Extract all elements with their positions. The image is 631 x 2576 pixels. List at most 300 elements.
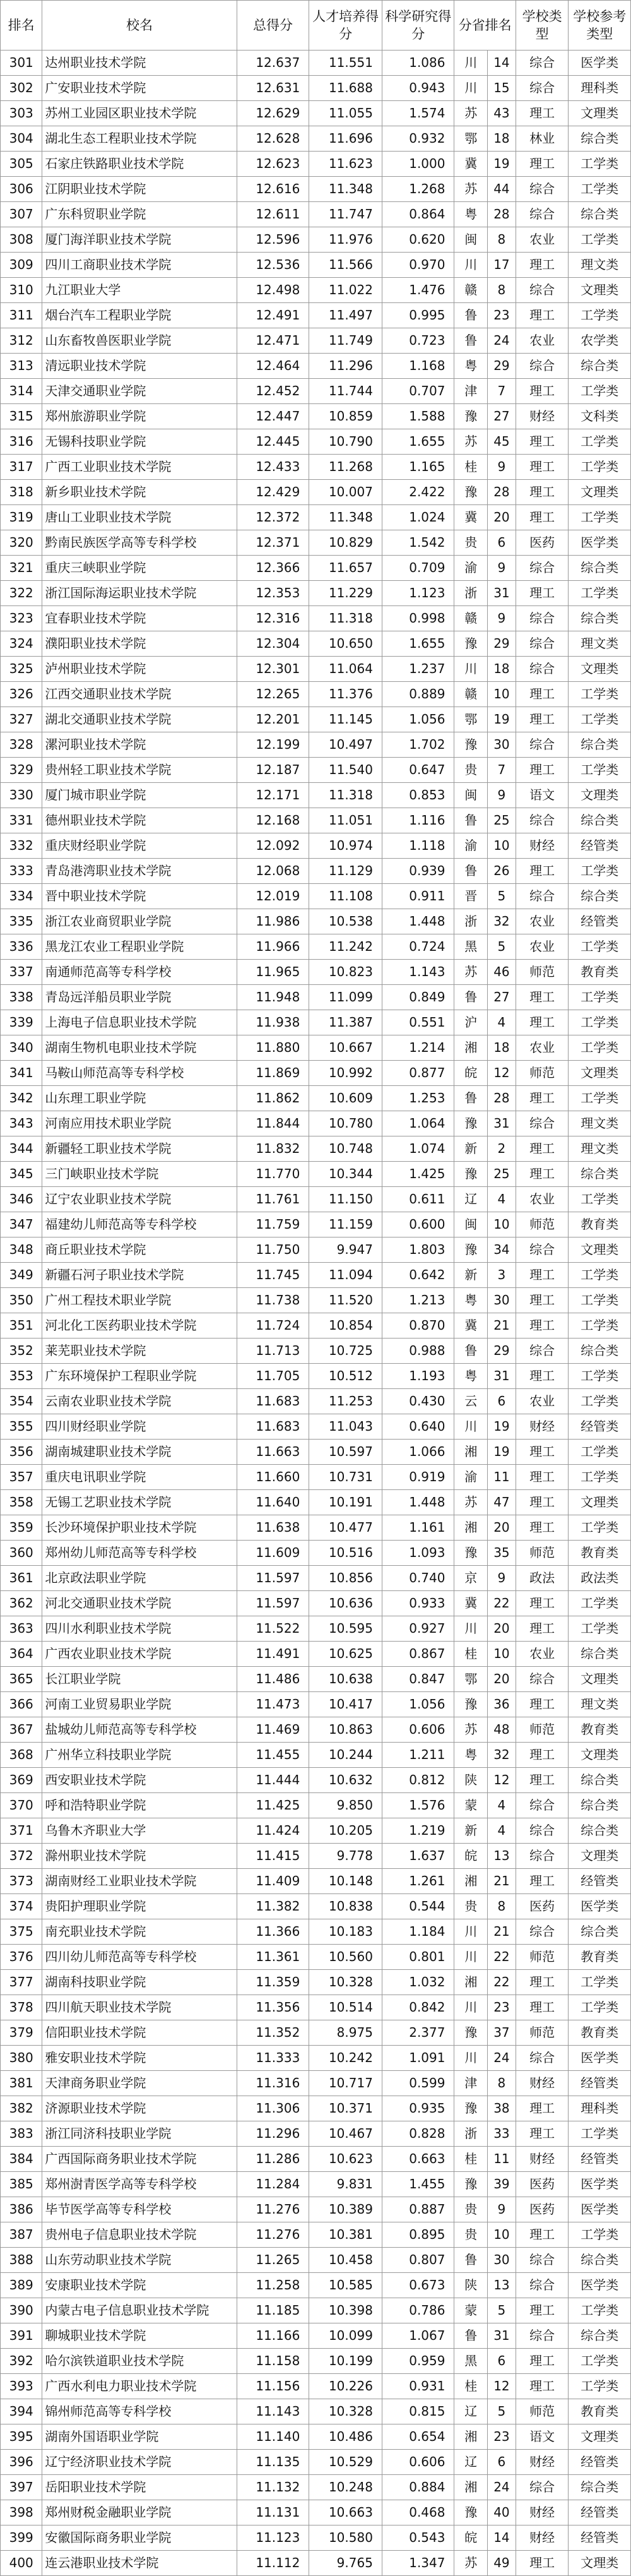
reference-type-cell: 理文类 xyxy=(569,1692,631,1717)
rank-cell: 329 xyxy=(1,758,42,783)
research-score-cell: 0.599 xyxy=(382,2071,454,2096)
rank-cell: 370 xyxy=(1,1793,42,1818)
province-rank-cell: 6 xyxy=(487,1389,516,1414)
reference-type-cell: 文理类 xyxy=(569,101,631,126)
reference-type-cell: 医学类 xyxy=(569,2197,631,2222)
reference-type-cell: 综合类 xyxy=(569,2323,631,2349)
province-rank-cell: 8 xyxy=(487,1894,516,1919)
talent-score-cell: 10.328 xyxy=(309,1970,382,1995)
table-row xyxy=(1,2399,631,2424)
school-name-cell: 长江职业学院 xyxy=(42,1667,237,1692)
total-score-cell: 11.135 xyxy=(237,2450,309,2475)
school-name-cell: 宜春职业技术学院 xyxy=(42,606,237,631)
talent-score-cell: 10.516 xyxy=(309,1541,382,1566)
research-score-cell: 0.815 xyxy=(382,2399,454,2424)
school-type-cell: 理工 xyxy=(516,505,569,530)
reference-type-cell: 工学类 xyxy=(569,2349,631,2374)
province-cell: 豫 xyxy=(454,2500,487,2525)
school-name-cell: 湖南外国语职业学院 xyxy=(42,2424,237,2450)
reference-type-cell: 医学类 xyxy=(569,2273,631,2298)
rank-cell: 352 xyxy=(1,1339,42,1364)
talent-score-cell: 10.398 xyxy=(309,2298,382,2323)
province-rank-cell: 14 xyxy=(487,2525,516,2551)
school-type-cell: 理工 xyxy=(516,379,569,404)
rank-cell: 385 xyxy=(1,2172,42,2197)
talent-score-cell: 11.268 xyxy=(309,455,382,480)
table-row xyxy=(1,278,631,303)
school-name-cell: 重庆财经职业学院 xyxy=(42,833,237,859)
province-cell: 京 xyxy=(454,1566,487,1591)
rank-cell: 395 xyxy=(1,2424,42,2450)
research-score-cell: 0.430 xyxy=(382,1389,454,1414)
talent-score-cell: 10.467 xyxy=(309,2121,382,2147)
research-score-cell: 1.347 xyxy=(382,2551,454,2576)
school-name-cell: 青岛远洋船员职业学院 xyxy=(42,985,237,1010)
school-name-cell: 云南农业职业技术学院 xyxy=(42,1389,237,1414)
reference-type-cell: 政法类 xyxy=(569,1566,631,1591)
talent-score-cell: 11.376 xyxy=(309,682,382,707)
reference-type-cell: 综合类 xyxy=(569,202,631,227)
research-score-cell: 1.086 xyxy=(382,51,454,76)
province-rank-cell: 28 xyxy=(487,480,516,505)
total-score-cell: 12.265 xyxy=(237,682,309,707)
province-rank-cell: 31 xyxy=(487,581,516,606)
reference-type-cell: 医学类 xyxy=(569,2172,631,2197)
reference-type-cell: 文理类 xyxy=(569,1237,631,1263)
school-type-cell: 综合 xyxy=(516,2323,569,2349)
rank-cell: 304 xyxy=(1,126,42,152)
total-score-cell: 11.683 xyxy=(237,1389,309,1414)
talent-score-cell: 10.344 xyxy=(309,1162,382,1187)
research-score-cell: 0.933 xyxy=(382,1591,454,1616)
province-rank-cell: 4 xyxy=(487,1793,516,1818)
province-rank-cell: 4 xyxy=(487,1187,516,1212)
table-row xyxy=(1,1490,631,1515)
talent-score-cell: 10.636 xyxy=(309,1591,382,1616)
school-type-cell: 综合 xyxy=(516,278,569,303)
province-rank-cell: 31 xyxy=(487,2323,516,2349)
province-cell: 豫 xyxy=(454,631,487,657)
table-body xyxy=(1,51,631,2576)
rank-cell: 369 xyxy=(1,1768,42,1793)
table-row xyxy=(1,1919,631,1945)
province-rank-cell: 4 xyxy=(487,1010,516,1035)
table-row xyxy=(1,2197,631,2222)
school-name-cell: 浙江同济科技职业学院 xyxy=(42,2121,237,2147)
total-score-cell: 11.356 xyxy=(237,1995,309,2020)
province-cell: 津 xyxy=(454,2071,487,2096)
research-score-cell: 1.168 xyxy=(382,354,454,379)
school-type-cell: 农业 xyxy=(516,227,569,253)
province-rank-cell: 25 xyxy=(487,1162,516,1187)
province-rank-cell: 43 xyxy=(487,101,516,126)
research-score-cell: 0.709 xyxy=(382,556,454,581)
talent-score-cell: 10.623 xyxy=(309,2147,382,2172)
province-cell: 湘 xyxy=(454,1970,487,1995)
school-name-cell: 盐城幼儿师范高等专科学校 xyxy=(42,1717,237,1743)
province-cell: 粤 xyxy=(454,1743,487,1768)
table-row xyxy=(1,328,631,354)
province-cell: 皖 xyxy=(454,1844,487,1869)
province-cell: 豫 xyxy=(454,480,487,505)
total-score-cell: 12.199 xyxy=(237,732,309,758)
school-name-cell: 连云港职业技术学院 xyxy=(42,2551,237,2576)
total-score-cell: 11.265 xyxy=(237,2248,309,2273)
province-rank-cell: 28 xyxy=(487,1086,516,1111)
school-type-cell: 理工 xyxy=(516,101,569,126)
total-score-cell: 11.166 xyxy=(237,2323,309,2349)
school-name-cell: 湖北交通职业技术学院 xyxy=(42,707,237,732)
school-type-cell: 理工 xyxy=(516,1768,569,1793)
research-score-cell: 1.655 xyxy=(382,429,454,455)
province-cell: 鲁 xyxy=(454,2248,487,2273)
province-rank-cell: 23 xyxy=(487,303,516,328)
talent-score-cell: 11.051 xyxy=(309,808,382,833)
research-score-cell: 0.842 xyxy=(382,1995,454,2020)
research-score-cell: 1.056 xyxy=(382,1692,454,1717)
province-rank-cell: 4 xyxy=(487,1818,516,1844)
province-cell: 闽 xyxy=(454,227,487,253)
research-score-cell: 0.895 xyxy=(382,2222,454,2248)
province-cell: 川 xyxy=(454,1945,487,1970)
talent-score-cell: 11.318 xyxy=(309,606,382,631)
table-row xyxy=(1,2424,631,2450)
province-cell: 新 xyxy=(454,1136,487,1162)
school-type-cell: 综合 xyxy=(516,2046,569,2071)
rank-cell: 387 xyxy=(1,2222,42,2248)
talent-score-cell: 10.823 xyxy=(309,960,382,985)
research-score-cell: 1.448 xyxy=(382,1490,454,1515)
talent-score-cell: 10.725 xyxy=(309,1339,382,1364)
school-name-cell: 烟台汽车工程职业学院 xyxy=(42,303,237,328)
province-rank-cell: 23 xyxy=(487,2424,516,2450)
talent-score-cell: 10.560 xyxy=(309,1945,382,1970)
total-score-cell: 11.112 xyxy=(237,2551,309,2576)
rank-cell: 386 xyxy=(1,2197,42,2222)
province-cell: 冀 xyxy=(454,152,487,177)
reference-type-cell: 工学类 xyxy=(569,1086,631,1111)
reference-type-cell: 综合类 xyxy=(569,556,631,581)
table-row xyxy=(1,455,631,480)
table-row xyxy=(1,2298,631,2323)
table-row xyxy=(1,2500,631,2525)
province-rank-cell: 11 xyxy=(487,1465,516,1490)
province-cell: 渝 xyxy=(454,556,487,581)
research-score-cell: 0.931 xyxy=(382,2374,454,2399)
rank-cell: 347 xyxy=(1,1212,42,1237)
reference-type-cell: 文理类 xyxy=(569,1061,631,1086)
province-cell: 浙 xyxy=(454,909,487,934)
total-score-cell: 12.371 xyxy=(237,530,309,556)
school-type-cell: 综合 xyxy=(516,732,569,758)
research-score-cell: 2.377 xyxy=(382,2020,454,2046)
total-score-cell: 11.455 xyxy=(237,1743,309,1768)
school-name-cell: 广西工业职业技术学院 xyxy=(42,455,237,480)
table-row xyxy=(1,2450,631,2475)
total-score-cell: 12.637 xyxy=(237,51,309,76)
talent-score-cell: 11.150 xyxy=(309,1187,382,1212)
table-row xyxy=(1,2248,631,2273)
reference-type-cell: 工学类 xyxy=(569,758,631,783)
total-score-cell: 12.168 xyxy=(237,808,309,833)
province-cell: 晋 xyxy=(454,884,487,909)
rank-cell: 322 xyxy=(1,581,42,606)
research-score-cell: 1.803 xyxy=(382,1237,454,1263)
reference-type-cell: 经管类 xyxy=(569,2450,631,2475)
school-type-cell: 综合 xyxy=(516,2248,569,2273)
total-score-cell: 11.491 xyxy=(237,1642,309,1667)
total-score-cell: 11.132 xyxy=(237,2475,309,2500)
research-score-cell: 1.116 xyxy=(382,808,454,833)
talent-score-cell: 11.657 xyxy=(309,556,382,581)
reference-type-cell: 理文类 xyxy=(569,1111,631,1136)
school-type-cell: 师范 xyxy=(516,1212,569,1237)
reference-type-cell: 经管类 xyxy=(569,2147,631,2172)
reference-type-cell: 工学类 xyxy=(569,1364,631,1389)
rank-cell: 350 xyxy=(1,1288,42,1313)
talent-score-cell: 10.538 xyxy=(309,909,382,934)
province-cell: 粤 xyxy=(454,1288,487,1313)
total-score-cell: 11.382 xyxy=(237,1894,309,1919)
school-name-cell: 南充职业技术学院 xyxy=(42,1919,237,1945)
table-row xyxy=(1,581,631,606)
province-cell: 豫 xyxy=(454,1111,487,1136)
school-name-cell: 四川水利职业技术学院 xyxy=(42,1616,237,1642)
school-name-cell: 山东劳动职业技术学院 xyxy=(42,2248,237,2273)
province-cell: 粤 xyxy=(454,202,487,227)
school-type-cell: 理工 xyxy=(516,1692,569,1717)
province-rank-cell: 30 xyxy=(487,1288,516,1313)
talent-score-cell: 10.731 xyxy=(309,1465,382,1490)
research-score-cell: 0.870 xyxy=(382,1313,454,1339)
reference-type-cell: 工学类 xyxy=(569,1035,631,1061)
school-name-cell: 哈尔滨铁道职业技术学院 xyxy=(42,2349,237,2374)
research-score-cell: 0.723 xyxy=(382,328,454,354)
research-score-cell: 0.544 xyxy=(382,1894,454,1919)
rank-cell: 367 xyxy=(1,1717,42,1743)
school-name-cell: 石家庄铁路职业技术学院 xyxy=(42,152,237,177)
reference-type-cell: 综合类 xyxy=(569,1793,631,1818)
school-name-cell: 马鞍山师范高等专科学校 xyxy=(42,1061,237,1086)
talent-score-cell: 11.296 xyxy=(309,354,382,379)
research-score-cell: 0.932 xyxy=(382,126,454,152)
total-score-cell: 11.424 xyxy=(237,1818,309,1844)
table-row xyxy=(1,1086,631,1111)
talent-score-cell: 10.838 xyxy=(309,1894,382,1919)
total-score-cell: 12.629 xyxy=(237,101,309,126)
rank-cell: 397 xyxy=(1,2475,42,2500)
province-rank-cell: 19 xyxy=(487,1440,516,1465)
school-name-cell: 聊城职业技术学院 xyxy=(42,2323,237,2349)
reference-type-cell: 综合类 xyxy=(569,2475,631,2500)
research-score-cell: 0.927 xyxy=(382,1616,454,1642)
school-name-cell: 湖北生态工程职业技术学院 xyxy=(42,126,237,152)
school-name-cell: 安康职业技术学院 xyxy=(42,2273,237,2298)
rank-cell: 351 xyxy=(1,1313,42,1339)
table-row xyxy=(1,1566,631,1591)
school-type-cell: 综合 xyxy=(516,1793,569,1818)
province-rank-cell: 44 xyxy=(487,177,516,202)
table-row xyxy=(1,1591,631,1616)
province-cell: 闽 xyxy=(454,1212,487,1237)
school-name-cell: 湖南财经工业职业技术学院 xyxy=(42,1869,237,1894)
school-name-cell: 贵阳护理职业学院 xyxy=(42,1894,237,1919)
province-cell: 桂 xyxy=(454,2147,487,2172)
school-type-cell: 理工 xyxy=(516,682,569,707)
reference-type-cell: 理科类 xyxy=(569,76,631,101)
reference-type-cell: 工学类 xyxy=(569,379,631,404)
school-name-cell: 北京政法职业学院 xyxy=(42,1566,237,1591)
rank-cell: 303 xyxy=(1,101,42,126)
total-score-cell: 12.429 xyxy=(237,480,309,505)
research-score-cell: 0.740 xyxy=(382,1566,454,1591)
research-score-cell: 1.588 xyxy=(382,404,454,429)
talent-score-cell: 11.348 xyxy=(309,177,382,202)
province-rank-cell: 13 xyxy=(487,1844,516,1869)
header-school: 校名 xyxy=(42,1,237,51)
reference-type-cell: 文理类 xyxy=(569,1844,631,1869)
table-row xyxy=(1,303,631,328)
reference-type-cell: 综合类 xyxy=(569,354,631,379)
reference-type-cell: 工学类 xyxy=(569,1263,631,1288)
research-score-cell: 1.637 xyxy=(382,1844,454,1869)
talent-score-cell: 11.747 xyxy=(309,202,382,227)
table-row xyxy=(1,556,631,581)
total-score-cell: 11.158 xyxy=(237,2349,309,2374)
talent-score-cell: 10.856 xyxy=(309,1566,382,1591)
reference-type-cell: 经管类 xyxy=(569,1414,631,1440)
rank-cell: 348 xyxy=(1,1237,42,1263)
talent-score-cell: 11.022 xyxy=(309,278,382,303)
research-score-cell: 1.237 xyxy=(382,657,454,682)
table-row xyxy=(1,657,631,682)
province-cell: 苏 xyxy=(454,177,487,202)
school-type-cell: 综合 xyxy=(516,606,569,631)
rank-cell: 318 xyxy=(1,480,42,505)
research-score-cell: 0.807 xyxy=(382,2248,454,2273)
school-name-cell: 四川财经职业学院 xyxy=(42,1414,237,1440)
reference-type-cell: 工学类 xyxy=(569,2298,631,2323)
province-cell: 桂 xyxy=(454,2374,487,2399)
talent-score-cell: 10.859 xyxy=(309,404,382,429)
school-type-cell: 综合 xyxy=(516,556,569,581)
table-row xyxy=(1,985,631,1010)
talent-score-cell: 11.253 xyxy=(309,1389,382,1414)
research-score-cell: 1.214 xyxy=(382,1035,454,1061)
table-row xyxy=(1,884,631,909)
table-row xyxy=(1,404,631,429)
province-cell: 黑 xyxy=(454,934,487,960)
talent-score-cell: 10.458 xyxy=(309,2248,382,2273)
school-type-cell: 财经 xyxy=(516,2525,569,2551)
province-cell: 贵 xyxy=(454,758,487,783)
talent-score-cell: 9.765 xyxy=(309,2551,382,2576)
research-score-cell: 0.889 xyxy=(382,682,454,707)
reference-type-cell: 教育类 xyxy=(569,1945,631,1970)
table-row xyxy=(1,1642,631,1667)
research-score-cell: 1.143 xyxy=(382,960,454,985)
province-rank-cell: 34 xyxy=(487,1237,516,1263)
school-type-cell: 理工 xyxy=(516,1136,569,1162)
reference-type-cell: 工学类 xyxy=(569,152,631,177)
province-rank-cell: 22 xyxy=(487,1970,516,1995)
reference-type-cell: 工学类 xyxy=(569,177,631,202)
research-score-cell: 1.118 xyxy=(382,833,454,859)
school-name-cell: 濮阳职业技术学院 xyxy=(42,631,237,657)
research-score-cell: 0.673 xyxy=(382,2273,454,2298)
school-name-cell: 湖南生物机电职业技术学院 xyxy=(42,1035,237,1061)
talent-score-cell: 10.183 xyxy=(309,1919,382,1945)
total-score-cell: 11.724 xyxy=(237,1313,309,1339)
rank-cell: 373 xyxy=(1,1869,42,1894)
talent-score-cell: 11.551 xyxy=(309,51,382,76)
research-score-cell: 0.970 xyxy=(382,253,454,278)
reference-type-cell: 教育类 xyxy=(569,960,631,985)
table-row xyxy=(1,808,631,833)
province-cell: 粤 xyxy=(454,1364,487,1389)
province-rank-cell: 36 xyxy=(487,1692,516,1717)
school-name-cell: 河北化工医药职业技术学院 xyxy=(42,1313,237,1339)
research-score-cell: 1.093 xyxy=(382,1541,454,1566)
talent-score-cell: 10.328 xyxy=(309,2399,382,2424)
total-score-cell: 11.759 xyxy=(237,1212,309,1237)
school-name-cell: 晋中职业技术学院 xyxy=(42,884,237,909)
total-score-cell: 11.333 xyxy=(237,2046,309,2071)
province-rank-cell: 5 xyxy=(487,2399,516,2424)
school-name-cell: 广州工程技术职业学院 xyxy=(42,1288,237,1313)
rank-cell: 383 xyxy=(1,2121,42,2147)
total-score-cell: 11.469 xyxy=(237,1717,309,1743)
rank-cell: 380 xyxy=(1,2046,42,2071)
table-row xyxy=(1,530,631,556)
school-type-cell: 医药 xyxy=(516,1894,569,1919)
school-name-cell: 唐山工业职业技术学院 xyxy=(42,505,237,530)
total-score-cell: 11.761 xyxy=(237,1187,309,1212)
table-row xyxy=(1,480,631,505)
reference-type-cell: 教育类 xyxy=(569,2399,631,2424)
rank-cell: 353 xyxy=(1,1364,42,1389)
total-score-cell: 11.316 xyxy=(237,2071,309,2096)
province-rank-cell: 28 xyxy=(487,202,516,227)
research-score-cell: 1.476 xyxy=(382,278,454,303)
talent-score-cell: 9.947 xyxy=(309,1237,382,1263)
research-score-cell: 0.867 xyxy=(382,1642,454,1667)
talent-score-cell: 11.497 xyxy=(309,303,382,328)
province-cell: 贵 xyxy=(454,1894,487,1919)
reference-type-cell: 医学类 xyxy=(569,1894,631,1919)
school-type-cell: 理工 xyxy=(516,1162,569,1187)
province-rank-cell: 20 xyxy=(487,505,516,530)
school-type-cell: 农业 xyxy=(516,909,569,934)
total-score-cell: 11.415 xyxy=(237,1844,309,1869)
header-reference-type: 学校参考类型 xyxy=(569,1,631,51)
school-type-cell: 理工 xyxy=(516,1313,569,1339)
reference-type-cell: 医学类 xyxy=(569,51,631,76)
school-name-cell: 广西农业职业技术学院 xyxy=(42,1642,237,1667)
table-row xyxy=(1,1768,631,1793)
school-type-cell: 理工 xyxy=(516,152,569,177)
talent-score-cell: 10.497 xyxy=(309,732,382,758)
school-type-cell: 理工 xyxy=(516,1086,569,1111)
school-type-cell: 理工 xyxy=(516,2374,569,2399)
rank-cell: 333 xyxy=(1,859,42,884)
total-score-cell: 11.276 xyxy=(237,2222,309,2248)
talent-score-cell: 10.638 xyxy=(309,1667,382,1692)
research-score-cell: 0.959 xyxy=(382,2349,454,2374)
table-row xyxy=(1,631,631,657)
province-rank-cell: 12 xyxy=(487,2374,516,2399)
school-name-cell: 天津交通职业学院 xyxy=(42,379,237,404)
